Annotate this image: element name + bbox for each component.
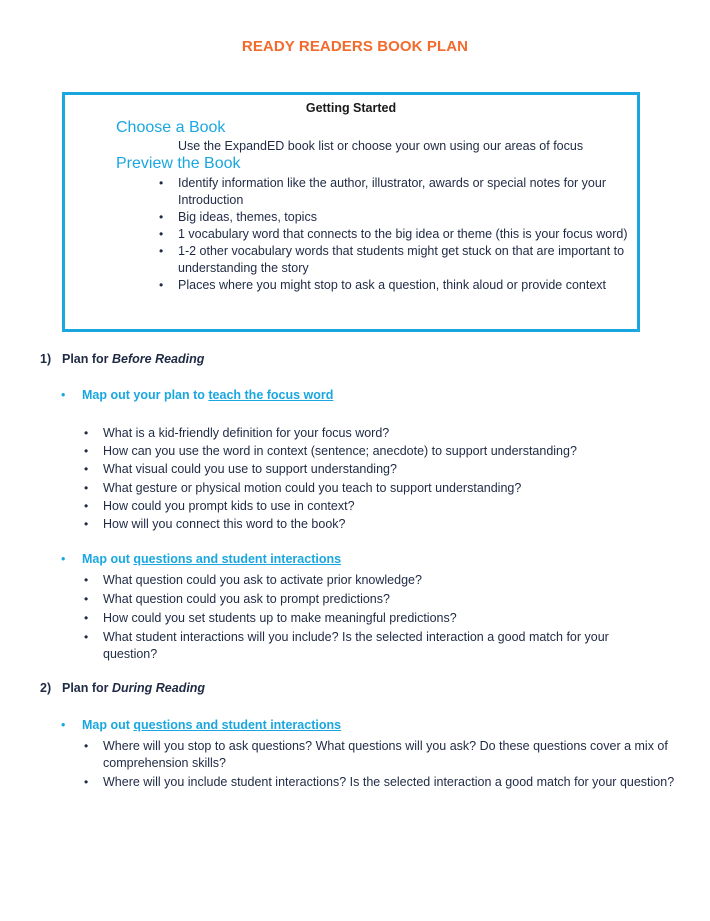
questions-list xyxy=(103,572,643,663)
list-item: • Where will you stop to ask questions? What questions will you ask? Do these questions cover a mix of comprehension skills? xyxy=(103,738,688,772)
section-number: 2) xyxy=(40,681,52,695)
list-item: • What is a kid-friendly definition for your focus word? xyxy=(103,424,683,442)
list-item: • What gesture or physical motion could you teach to support understanding? xyxy=(103,479,683,497)
list-item: • What question could you ask to prompt predictions? xyxy=(103,591,643,608)
section-label: Plan for xyxy=(62,681,113,695)
choose-book-text: Use the ExpandED book list or choose your own using our areas of focus xyxy=(178,139,584,153)
bullet-icon: • xyxy=(61,718,66,732)
questions-subheading: • Map out questions and student interactions xyxy=(61,552,342,566)
preview-book-heading: Preview the Book xyxy=(116,155,241,172)
section-during-reading xyxy=(40,681,205,695)
page-title: READY READERS BOOK PLAN xyxy=(241,38,469,55)
preview-list xyxy=(178,175,628,294)
list-item: • Where will you include student interactions? Is the selected interaction a good match for your question? xyxy=(103,774,688,791)
questions-interactions-link[interactable]: questions and student interactions xyxy=(133,718,342,732)
bullet-icon: • xyxy=(61,552,66,566)
list-item: • How will you connect this word to the book? xyxy=(103,515,683,533)
section-label: Plan for xyxy=(62,352,113,366)
list-item: • 1 vocabulary word that connects to the big idea or theme (this is your focus word) xyxy=(178,226,628,243)
list-item: • What visual could you use to support understanding? xyxy=(103,460,683,478)
during-questions-list xyxy=(103,738,688,791)
list-item: • How could you prompt kids to use in context? xyxy=(103,497,683,515)
list-item: • Places where you might stop to ask a question, think aloud or provide context xyxy=(178,277,628,294)
list-item: • Big ideas, themes, topics xyxy=(178,209,628,226)
bullet-icon: • xyxy=(61,388,66,402)
list-item: • 1-2 other vocabulary words that students might get stuck on that are important to understanding the story xyxy=(178,243,628,277)
questions-interactions-link[interactable]: questions and student interactions xyxy=(133,552,342,566)
list-item: • How could you set students up to make meaningful predictions? xyxy=(103,610,643,627)
list-item: • What question could you ask to activate prior knowledge? xyxy=(103,572,643,589)
teach-focus-word-link[interactable]: teach the focus word xyxy=(208,388,334,402)
section-label-italic: Before Reading xyxy=(112,352,205,366)
questions-subheading: • Map out questions and student interactions xyxy=(61,718,342,732)
getting-started-box xyxy=(62,92,640,332)
list-item: • Identify information like the author, illustrator, awards or special notes for your Introduction xyxy=(178,175,628,209)
choose-book-heading: Choose a Book xyxy=(116,119,226,136)
getting-started-heading: Getting Started xyxy=(305,101,397,115)
section-before-reading xyxy=(40,352,204,366)
section-number: 1) xyxy=(40,352,52,366)
focus-word-list xyxy=(103,424,683,533)
list-item: • How can you use the word in context (sentence; anecdote) to support understanding? xyxy=(103,442,683,460)
section-label-italic: During Reading xyxy=(112,681,206,695)
list-item: • What student interactions will you include? Is the selected interaction a good match for your question? xyxy=(103,629,643,663)
focus-word-subheading: • Map out your plan to teach the focus word xyxy=(61,388,334,402)
